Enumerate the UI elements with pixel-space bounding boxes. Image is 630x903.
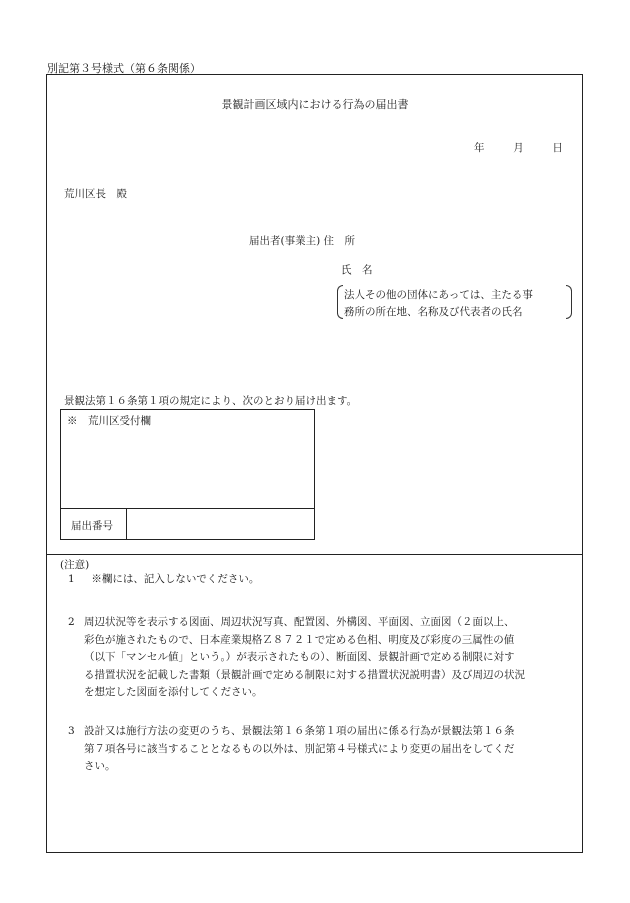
left-bracket (337, 285, 343, 319)
note-text-line: 設計又は施行方法の変更のうち、景観法第１６条第１項の届出に係る行為が景観法第１６条 (84, 725, 515, 737)
applicant-address-label: 届出者(事業主) 住 所 (249, 235, 356, 247)
day-label: 日 (552, 142, 563, 154)
form-title: 景観計画区域内における行為の届出書 (221, 98, 409, 111)
reception-box (60, 409, 315, 540)
note-text: ※欄には、記入しないでください。 (91, 573, 260, 585)
reception-box-column-divider (126, 508, 127, 539)
reception-box-separator (61, 508, 314, 509)
note-text-line: 周辺状況等を表示する図面、周辺状況写真、配置図、外構図、平面図、立面図（２面以上、 (84, 616, 515, 628)
note-text-line: を想定した図面を添付してください。 (84, 686, 263, 698)
note-text-line: 彩色が施されたもので、日本産業規格Ｚ８７２１で定める色相、明度及び彩度の三属性の値 (84, 633, 515, 646)
notes-heading: (注意) (60, 559, 90, 571)
year-label: 年 (474, 142, 485, 154)
reception-box-label: ※ 荒川区受付欄 (67, 415, 151, 427)
declaration-statement: 景観法第１６条第１項の規定により、次のとおり届け出ます。 (64, 395, 358, 407)
note-text-line: （以下「マンセル値」という。）が表示されたもの）、断面図、景観計画で定める制限に対す (84, 651, 515, 663)
note-number: 3 (68, 725, 75, 737)
organization-note-line: 務所の所在地、名称及び代表者の氏名 (344, 306, 523, 318)
month-label: 月 (513, 142, 524, 154)
applicant-name-label: 氏 名 (341, 264, 373, 276)
note-item-1 (68, 571, 259, 586)
addressee: 荒川区長 殿 (64, 188, 127, 200)
note-text-line: 第７項各号に該当することとなるもの以外は、別記第４号様式により変更の届出をしてくだ (84, 742, 515, 755)
notes-divider (46, 554, 583, 555)
organization-note-line: 法人その他の団体にあっては、主たる事 (344, 289, 533, 301)
date-field[interactable] (474, 140, 563, 155)
note-text-line: さい。 (84, 760, 116, 772)
right-bracket (566, 285, 572, 319)
note-number: 1 (68, 573, 75, 585)
filing-number-label: 届出番号 (71, 520, 113, 532)
form-number-label: 別記第３号様式（第６条関係） (47, 62, 201, 75)
organization-note (344, 287, 533, 321)
note-number: 2 (68, 616, 75, 628)
note-text-line: る措置状況を記載した書類（景観計画で定める制限に対する措置状況説明書）及び周辺の状況 (84, 668, 525, 681)
